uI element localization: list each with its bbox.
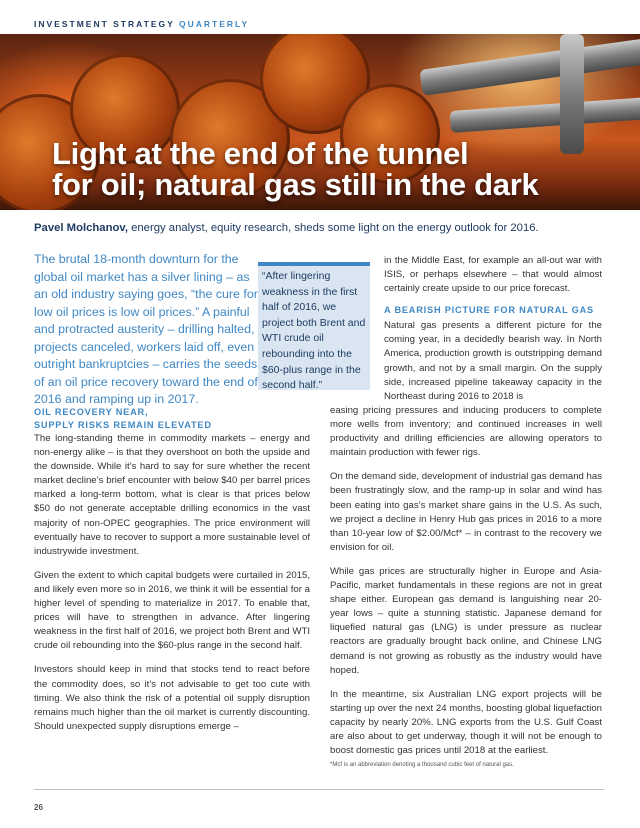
page-number: 26 — [34, 803, 43, 812]
article-title-line: for oil; natural gas still in the dark — [52, 167, 539, 202]
section-subhead: A BEARISH PICTURE FOR NATURAL GAS — [384, 305, 594, 316]
subhead-line: OIL RECOVERY NEAR, — [34, 407, 149, 417]
pipe-image — [560, 34, 584, 154]
footnote: *Mcf is an abbreviation denoting a thousand cubic feet of natural gas. — [330, 762, 514, 768]
byline-author: Pavel Molchanov, — [34, 222, 128, 234]
body-paragraph: The long-standing theme in commodity markets – energy and non-energy alike – is that they overshoot on both the upside and the downside. While it’s hard to say for sure whether the recent market decline’s brief encounter with below $40 per barrel prices marked a long-term bottom, what is clear is that prices below $50 do not generate acceptable drilling economics in the vast majority of non-OPEC geographies. The price environment will eventually have to recover to support a more sustainable level of industrywide investment. — [34, 433, 310, 557]
body-paragraph: Investors should keep in mind that stocks tend to react before the commodity does, so it’s not advisable to get too cute with timing. We also think the risk of a potential oil supply disruption remains much higher than the oil market is currently discounting. Should unexpected supply disruptions emerge – — [34, 664, 310, 732]
right-column — [330, 404, 602, 768]
right-column-top — [384, 254, 602, 404]
body-paragraph: Natural gas presents a different picture for the coming year, in a decidedly bearish way. In North America, production growth is outstripping demand growth, and not by a small margin. On the supply side, increased pipeline takeaway capacity in the Northeast during 2016 to 2018 is — [384, 320, 602, 402]
byline-text: energy analyst, equity research, sheds some light on the energy outlook for 2016. — [127, 222, 539, 234]
body-paragraph: While gas prices are structurally higher in Europe and Asia-Pacific, market fundamentals in these regions are not in great shape either. European gas demand is languishing near 20-year lows – quite a stunning statistic. Japanese demand for liquefied natural gas (LNG) is under pressure as nuclear reactors are gradually brought back online, and Chinese LNG demand is not growing as robustly as the industry would have hoped. — [330, 565, 602, 676]
article-title — [52, 138, 632, 200]
body-paragraph: On the demand side, development of industrial gas demand has been frustratingly slow, and the ramp-up in solar and wind has been eating into gas’s market share gains in the U.S. As such, we project a decline in Henry Hub gas prices in 2016 to a more than 10-year low of $2.00/Mcf* – in contrast to the recovery we envision for oil. — [330, 471, 602, 553]
header-label — [34, 19, 249, 29]
footer-rule — [34, 789, 604, 790]
pipe-image — [419, 38, 640, 96]
article-title-line: Light at the end of the tunnel — [52, 136, 469, 171]
pullquote-text: “After lingering weakness in the first half of 2016, we project both Brent and WTI crude oil rebounding into the $60-plus range in the second half.” — [262, 270, 366, 392]
header-label-main: INVESTMENT STRATEGY — [34, 19, 175, 29]
subhead-line: SUPPLY RISKS REMAIN ELEVATED — [34, 420, 212, 430]
header-label-accent: QUARTERLY — [179, 19, 250, 29]
body-paragraph: easing pricing pressures and inducing producers to complete more wells from inventory; and continued increases in well productivity and drilling efficiencies are allowing operators to maintain production with fewer rigs. — [330, 405, 602, 459]
byline — [34, 222, 614, 234]
lede-paragraph: The brutal 18-month downturn for the global oil market has a silver lining – as an old industry saying goes, “the cure for low oil prices is low oil prices.” A painful and protracted austerity – drilling halted, projects canceled, workers laid off, even outright bankruptcies – carries the seeds of an oil price recovery toward the end of 2016 and ramping up in 2017. — [34, 252, 258, 406]
pipe-image — [449, 97, 640, 133]
section-subhead — [34, 406, 310, 432]
body-paragraph: Given the extent to which capital budgets were curtailed in 2015, and likely even more so in 2016, we think it will be essential for a higher level of spending to materialize in 2017. To enable that, prices will have to strengthen in advance. After lingering weakness in the first half of 2016, we project both Brent and WTI crude oil rebounding into the $60-plus range in the second half. — [34, 569, 310, 652]
body-paragraph: in the Middle East, for example an all-out war with ISIS, or perhaps elsewhere – that would almost certainly create upside to our price forecast. — [384, 255, 602, 295]
left-column — [34, 406, 310, 744]
body-paragraph: In the meantime, six Australian LNG export projects will be starting up over the next 24 months, boosting global liquefaction capacity by nearly 20%. LNG exports from the U.S. Gulf Coast are also about to get underway, though it will not be enough to boost domestic gas prices until 2018 at the earliest. — [330, 688, 602, 757]
hero-image — [0, 34, 640, 210]
